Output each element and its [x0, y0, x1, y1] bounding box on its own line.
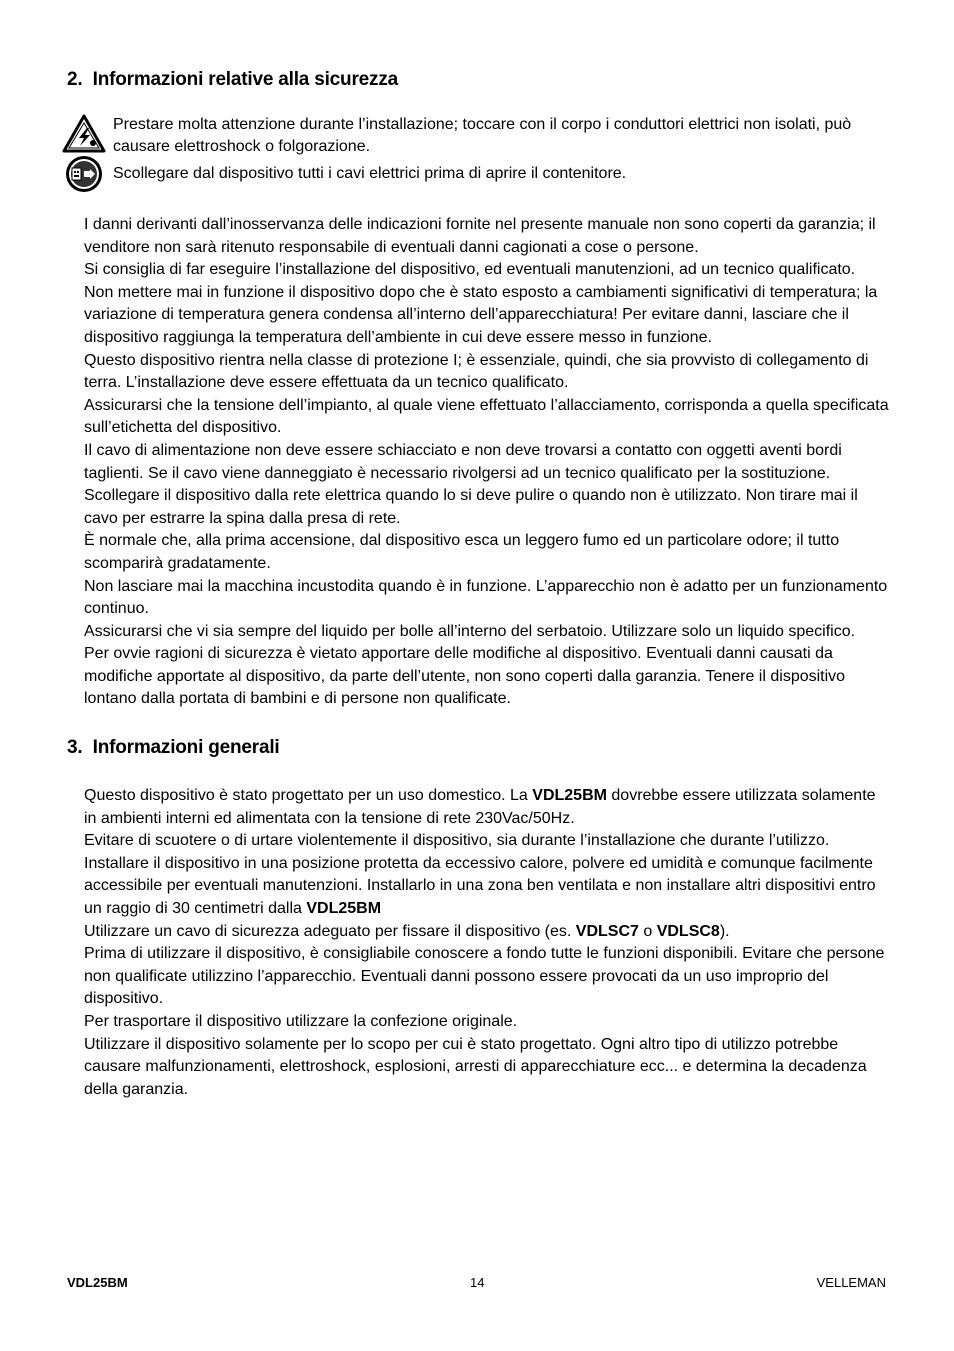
- paragraph: Utilizzare il dispositivo solamente per lo scopo per cui è stato progettato. Ogni altro tipo di utilizzo potrebbe causare malfunzionamenti, elettroshock, esplosioni, arresti di apparecchiature ecc... e determina la decadenza della garanzia.: [84, 1035, 867, 1098]
- footer-brand: VELLEMAN: [816, 1275, 886, 1290]
- warning-unplug-text: Scollegare dal dispositivo tutti i cavi elettrici prima di aprire il contenitore.: [113, 165, 627, 182]
- section-2-heading: [67, 69, 398, 91]
- model-name: VDL25BM: [306, 899, 382, 917]
- paragraph: Questo dispositivo è stato progettato per un uso domestico. La VDL25BM dovrebbe essere utilizzata solamente in ambienti interni ed alimentata con la tensione di rete 230Vac/50Hz.: [84, 787, 876, 827]
- section-3-number: 3.: [67, 737, 83, 758]
- paragraph: Scollegare il dispositivo dalla rete elettrica quando lo si deve pulire o quando non è utilizzato. Non tirare mai il cavo per estrarre la spina dalla presa di rete.: [84, 487, 858, 527]
- section-3-body: [84, 785, 889, 1101]
- paragraph: Assicurarsi che vi sia sempre del liquido per bolle all’interno del serbatoio. Utilizzare solo un liquido specifico.: [84, 622, 856, 640]
- paragraph: Per ovvie ragioni di sicurezza è vietato apportare delle modifiche al dispositivo. Eventuali danni causati da modifiche apportate al dispositivo, da parte dell’utente, non sono coperti dalla garanzia. Tenere il dispositivo lontano dalla portata di bambini e di persone non qualificate.: [84, 645, 846, 708]
- footer-model: VDL25BM: [67, 1275, 128, 1290]
- paragraph: Non mettere mai in funzione il dispositivo dopo che è stato esposto a cambiamenti significativi di temperatura; la variazione di temperatura genera condensa all’interno dell’apparecchiatura! Per evitare danni, lasciare che il dispositivo raggiunga la temperatura dell’ambiente in cui deve essere messo in funzione.: [84, 283, 878, 346]
- paragraph: Prima di utilizzare il dispositivo, è consigliabile conoscere a fondo tutte le funzioni disponibili. Evitare che persone non qualificate utilizzino l’apparecchio. Eventuali danni possono essere provocati da un uso improprio del dispositivo.: [84, 945, 885, 1008]
- section-3-title: Informazioni generali: [92, 737, 280, 758]
- section-2-number: 2.: [67, 69, 83, 90]
- footer-page-number: 14: [470, 1275, 485, 1290]
- paragraph: Utilizzare un cavo di sicurezza adeguato per fissare il dispositivo (es. VDLSC7 o VDLSC8).: [84, 922, 730, 940]
- paragraph: Si consiglia di far eseguire l’installazione del dispositivo, ed eventuali manutenzioni, ad un tecnico qualificato.: [84, 261, 856, 279]
- warning-electric-shock: [62, 114, 873, 158]
- section-2-title: Informazioni relative alla sicurezza: [92, 69, 398, 90]
- paragraph: Il cavo di alimentazione non deve essere schiacciato e non deve trovarsi a contatto con oggetti aventi bordi taglienti. Se il cavo viene danneggiato è necessario rivolgersi ad un tecnico qualificato per la sostituzione.: [84, 441, 842, 482]
- warning-electric-shock-text: Prestare molta attenzione durante l’installazione; toccare con il corpo i conduttori elettrici non isolati, può causare elettroshock o folgorazione.: [113, 116, 852, 155]
- section-3-heading: [67, 737, 280, 759]
- paragraph: Evitare di scuotere o di urtare violentemente il dispositivo, sia durante l’installazione che durante l’utilizzo.: [84, 832, 830, 850]
- accessory-code: VDLSC7: [575, 922, 639, 940]
- paragraph: È normale che, alla prima accensione, dal dispositivo esca un leggero fumo ed un particolare odore; il tutto scomparirà gradatamente.: [84, 532, 840, 572]
- paragraph: Non lasciare mai la macchina incustodita quando è in funzione. L’apparecchio non è adatto per un funzionamento continuo.: [84, 577, 888, 618]
- model-name: VDL25BM: [532, 787, 607, 804]
- paragraph: Installare il dispositivo in una posizione protetta da eccessivo calore, polvere ed umidità e comunque facilmente accessibile per eventuali manutenzioni. Installarlo in una zona ben ventilata e non installare altri dispositivi entro un raggio di 30 centimetri dalla VDL25BM: [84, 854, 876, 917]
- unplug-power-icon: [62, 154, 106, 194]
- electric-shock-warning-icon: [62, 114, 106, 154]
- section-2-body: [84, 214, 889, 711]
- accessory-code: VDLSC8: [656, 922, 720, 940]
- paragraph: I danni derivanti dall’inosservanza delle indicazioni fornite nel presente manuale non sono coperti da garanzia; il venditore non sarà ritenuto responsabile di eventuali danni cagionati a cose o persone.: [84, 216, 876, 256]
- paragraph: Assicurarsi che la tensione dell’impianto, al quale viene effettuato l’allacciamento, corrisponda a quella specificata sull’etichetta del dispositivo.: [84, 396, 889, 437]
- paragraph: Questo dispositivo rientra nella classe di protezione I; è essenziale, quindi, che sia provvisto di collegamento di terra. L’installazione deve essere effettuata da un tecnico qualificato.: [84, 351, 869, 392]
- warning-unplug: [62, 154, 873, 194]
- paragraph: Per trasportare il dispositivo utilizzare la confezione originale.: [84, 1012, 518, 1030]
